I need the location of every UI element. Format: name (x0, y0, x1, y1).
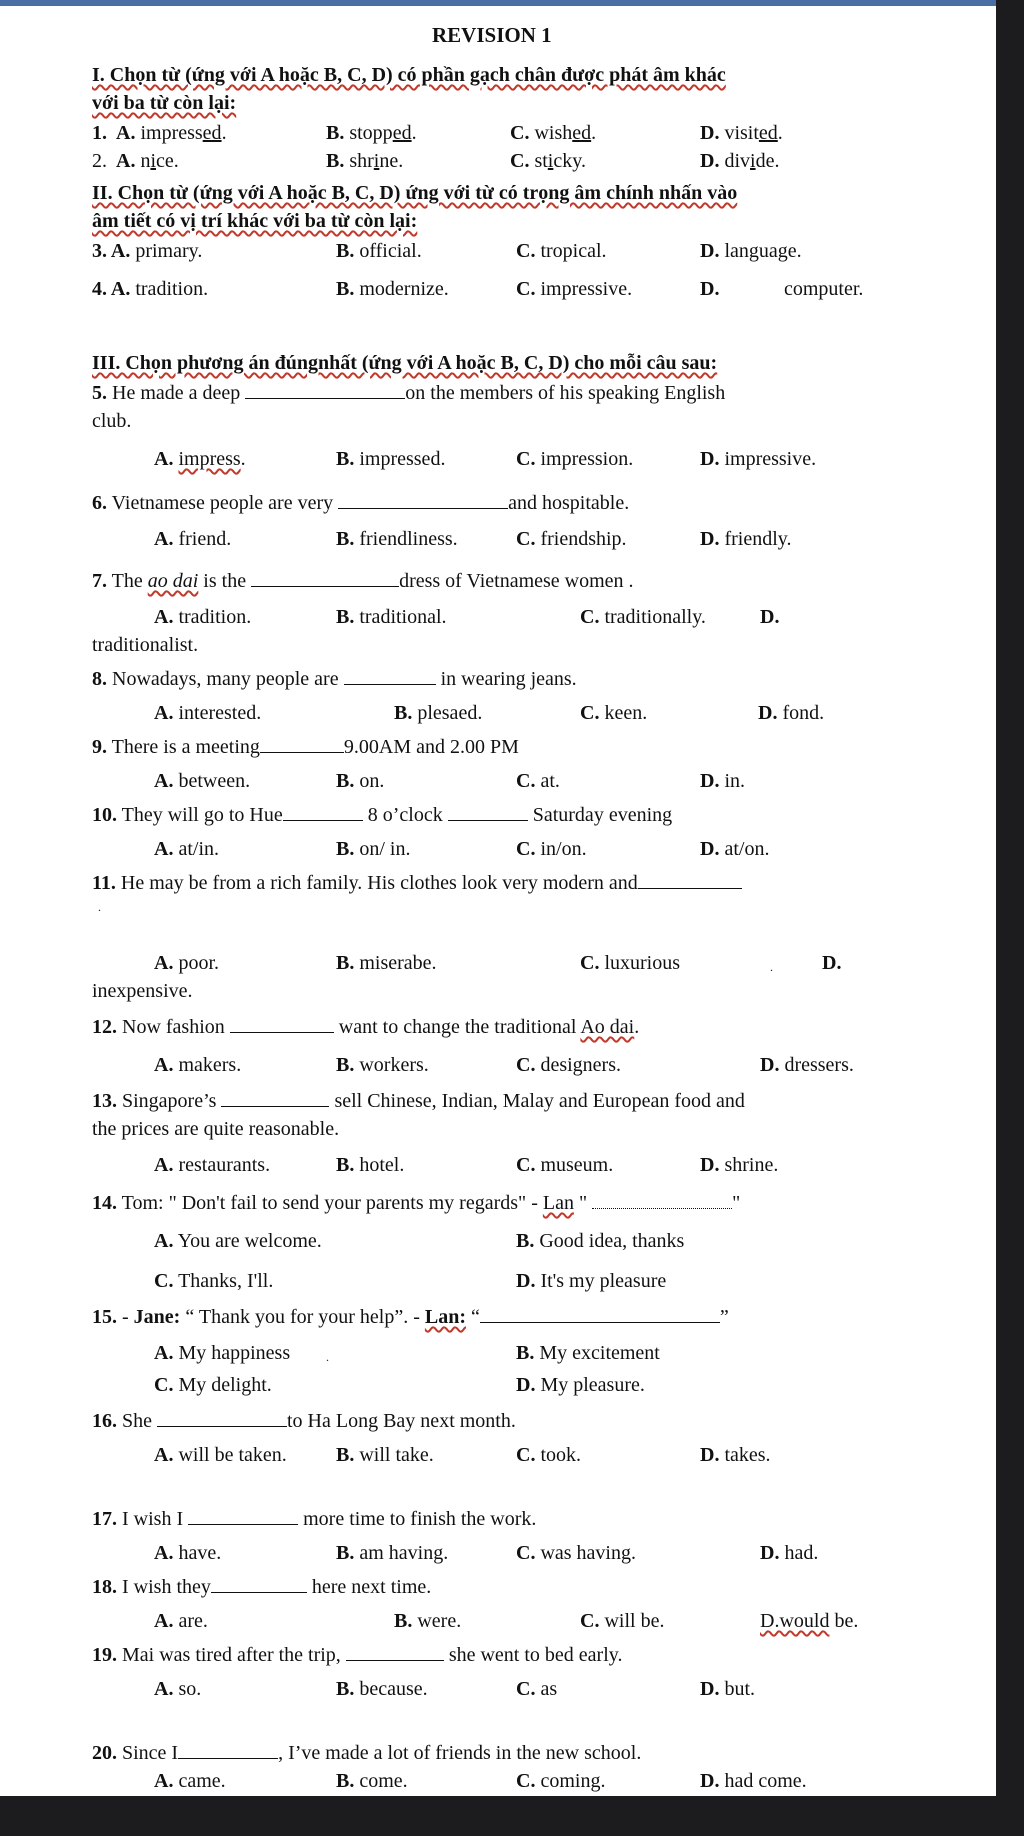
q4-option-c[interactable]: C. impressive. (516, 278, 633, 300)
q19-option-d[interactable]: D. but. (700, 1678, 756, 1700)
q16-option-d[interactable]: D. takes. (700, 1444, 771, 1466)
q5-stem: 5. He made a deep on the members of his speaking English (92, 382, 726, 404)
q2-option-d[interactable]: D. divide. (700, 150, 780, 172)
q18-option-c[interactable]: C. will be. (580, 1610, 665, 1632)
q3-option-b[interactable]: B. official. (336, 240, 422, 262)
q9-option-c[interactable]: C. at. (516, 770, 560, 792)
section3-heading: III. Chọn phương án đúngnhất (ứng với A hoặc B, C, D) cho mỗi câu sau: (92, 352, 718, 374)
q19-option-c[interactable]: C. as (516, 1678, 558, 1700)
q4-option-d[interactable]: D. (700, 278, 720, 300)
q2-number: 2. (92, 150, 107, 172)
q8-option-d[interactable]: D. fond. (758, 702, 825, 724)
q20-stem: 20. Since I , I’ve made a lot of friends in the new school. (92, 1742, 642, 1764)
q13-option-c[interactable]: C. museum. (516, 1154, 614, 1176)
q6-option-b[interactable]: B. friendliness. (336, 528, 458, 550)
q11-option-d-text: inexpensive. (92, 980, 193, 1002)
q12-option-a[interactable]: A. makers. (154, 1054, 242, 1076)
q5-option-d[interactable]: D. impressive. (700, 448, 817, 470)
q20-option-a[interactable]: A. came. (154, 1770, 226, 1792)
section2-heading-line2: âm tiết có vị trí khác với ba từ còn lại: (92, 210, 418, 232)
page-title: REVISION 1 (432, 23, 552, 47)
q20-option-d[interactable]: D. had come. (700, 1770, 807, 1792)
q7-stem: 7. The ao dai is the dress of Vietnamese women . (92, 570, 634, 592)
q2-option-c[interactable]: C. sticky. (510, 150, 586, 172)
q19-option-a[interactable]: A. so. (154, 1678, 202, 1700)
q12-option-b[interactable]: B. workers. (336, 1054, 429, 1076)
q18-option-d[interactable]: D.would be. (760, 1610, 859, 1632)
q16-stem: 16. She to Ha Long Bay next month. (92, 1410, 516, 1432)
q1-option-a[interactable]: A. impressed. (116, 122, 227, 144)
q10-option-c[interactable]: C. in/on. (516, 838, 587, 860)
q14-option-d[interactable]: D. It's my pleasure (516, 1270, 667, 1292)
q5-option-c[interactable]: C. impression. (516, 448, 634, 470)
q11-option-d[interactable]: D. (822, 952, 842, 974)
scroll-sidebar[interactable] (996, 0, 1024, 1836)
q10-stem: 10. They will go to Hue 8 o’clock Saturday evening (92, 804, 673, 826)
q8-stem: 8. Nowadays, many people are in wearing jeans. (92, 668, 577, 690)
q15-option-c[interactable]: C. My delight. (154, 1374, 272, 1396)
q4-option-b[interactable]: B. modernize. (336, 278, 449, 300)
q17-option-c[interactable]: C. was having. (516, 1542, 636, 1564)
q20-option-b[interactable]: B. come. (336, 1770, 408, 1792)
document-page (0, 6, 996, 1796)
q13-stem: 13. Singapore’s sell Chinese, Indian, Malay and European food and (92, 1090, 745, 1112)
q3-option-c[interactable]: C. tropical. (516, 240, 607, 262)
q11-option-a[interactable]: A. poor. (154, 952, 220, 974)
q1-option-b[interactable]: B. stopped. (326, 122, 417, 144)
section1-heading: I. Chọn từ (ứng với A hoặc B, C, D) có phần gạch chân được phát âm khác (92, 64, 726, 86)
section2-heading: II. Chọn từ (ứng với A hoặc B, C, D) ứng với từ có trọng âm chính nhấn vào (92, 182, 738, 204)
q7-option-c[interactable]: C. traditionally. (580, 606, 706, 628)
q17-option-a[interactable]: A. have. (154, 1542, 222, 1564)
q10-option-b[interactable]: B. on/ in. (336, 838, 411, 860)
q2-option-a[interactable]: A. nice. (116, 150, 179, 172)
q13-option-b[interactable]: B. hotel. (336, 1154, 405, 1176)
q18-option-b[interactable]: B. were. (394, 1610, 462, 1632)
q16-option-c[interactable]: C. took. (516, 1444, 582, 1466)
q19-option-b[interactable]: B. because. (336, 1678, 428, 1700)
q9-option-b[interactable]: B. on. (336, 770, 385, 792)
q20-option-c[interactable]: C. coming. (516, 1770, 606, 1792)
q14-option-a[interactable]: A. You are welcome. (154, 1230, 322, 1252)
section1-heading-line2: với ba từ còn lại: (92, 92, 237, 114)
q8-option-a[interactable]: A. interested. (154, 702, 262, 724)
q14-option-c[interactable]: C. Thanks, I'll. (154, 1270, 274, 1292)
q8-option-c[interactable]: C. keen. (580, 702, 648, 724)
q3-option-a[interactable]: 3. A. primary. (92, 240, 203, 262)
q9-option-a[interactable]: A. between. (154, 770, 251, 792)
q15-option-d[interactable]: D. My pleasure. (516, 1374, 645, 1396)
q18-option-a[interactable]: A. are. (154, 1610, 208, 1632)
q6-stem: 6. Vietnamese people are very and hospitable. (92, 492, 630, 514)
q16-option-a[interactable]: A. will be taken. (154, 1444, 287, 1466)
q2-option-b[interactable]: B. shrine. (326, 150, 404, 172)
q19-stem: 19. Mai was tired after the trip, she went to bed early. (92, 1644, 623, 1666)
q11-stem: 11. He may be from a rich family. His clothes look very modern and (92, 870, 742, 896)
q13-option-a[interactable]: A. restaurants. (154, 1154, 271, 1176)
q1-option-c[interactable]: C. wished. (510, 122, 597, 144)
q15-option-a[interactable]: A. My happiness (154, 1342, 291, 1364)
q15-option-b[interactable]: B. My excitement (516, 1342, 660, 1364)
q6-option-c[interactable]: C. friendship. (516, 528, 627, 550)
q7-option-d-text: traditionalist. (92, 634, 199, 656)
q5-option-b[interactable]: B. impressed. (336, 448, 446, 470)
q12-stem: 12. Now fashion want to change the traditional Ao dai. (92, 1016, 640, 1038)
q14-option-b[interactable]: B. Good idea, thanks (516, 1230, 685, 1252)
q15-stem: 15. - Jane: “ Thank you for your help”. - Lan: “ ” (92, 1306, 729, 1328)
q7-option-a[interactable]: A. tradition. (154, 606, 252, 628)
q4-option-d-text: computer. (784, 278, 864, 300)
q5-option-a[interactable]: A. impress. (154, 448, 246, 470)
q9-option-d[interactable]: D. in. (700, 770, 746, 792)
q13-stem-line2: the prices are quite reasonable. (92, 1118, 340, 1140)
q11-option-b[interactable]: B. miserabe. (336, 952, 437, 974)
q1-number: 1. (92, 122, 107, 144)
q11-stray-dot: . (98, 900, 101, 914)
q1-option-d[interactable]: D. visited. (700, 122, 783, 144)
q5-stem-line2: club. (92, 410, 132, 432)
q3-option-d[interactable]: D. language. (700, 240, 802, 262)
q12-option-c[interactable]: C. designers. (516, 1054, 621, 1076)
q14-stem: 14. Tom: " Don't fail to send your parents my regards" - Lan " " (92, 1192, 741, 1214)
q7-option-d[interactable]: D. (760, 606, 780, 628)
q7-option-b[interactable]: B. traditional. (336, 606, 447, 628)
q6-option-d[interactable]: D. friendly. (700, 528, 792, 550)
q8-option-b[interactable]: B. plesaed. (394, 702, 483, 724)
q17-option-d[interactable]: D. had. (760, 1542, 819, 1564)
q11-option-c[interactable]: C. luxurious (580, 952, 681, 974)
q15-dot: . (326, 1350, 329, 1364)
q9-stem: 9. There is a meeting 9.00AM and 2.00 PM (92, 736, 519, 758)
q17-option-b[interactable]: B. am having. (336, 1542, 449, 1564)
q16-option-b[interactable]: B. will take. (336, 1444, 434, 1466)
q18-stem: 18. I wish they here next time. (92, 1576, 432, 1598)
q10-option-a[interactable]: A. at/in. (154, 838, 219, 860)
q6-option-a[interactable]: A. friend. (154, 528, 232, 550)
q17-stem: 17. I wish I more time to finish the work. (92, 1508, 537, 1530)
q11-dot: . (770, 960, 773, 974)
q10-option-d[interactable]: D. at/on. (700, 838, 770, 860)
q12-option-d[interactable]: D. dressers. (760, 1054, 854, 1076)
q4-option-a[interactable]: 4. A. tradition. (92, 278, 209, 300)
q13-option-d[interactable]: D. shrine. (700, 1154, 779, 1176)
